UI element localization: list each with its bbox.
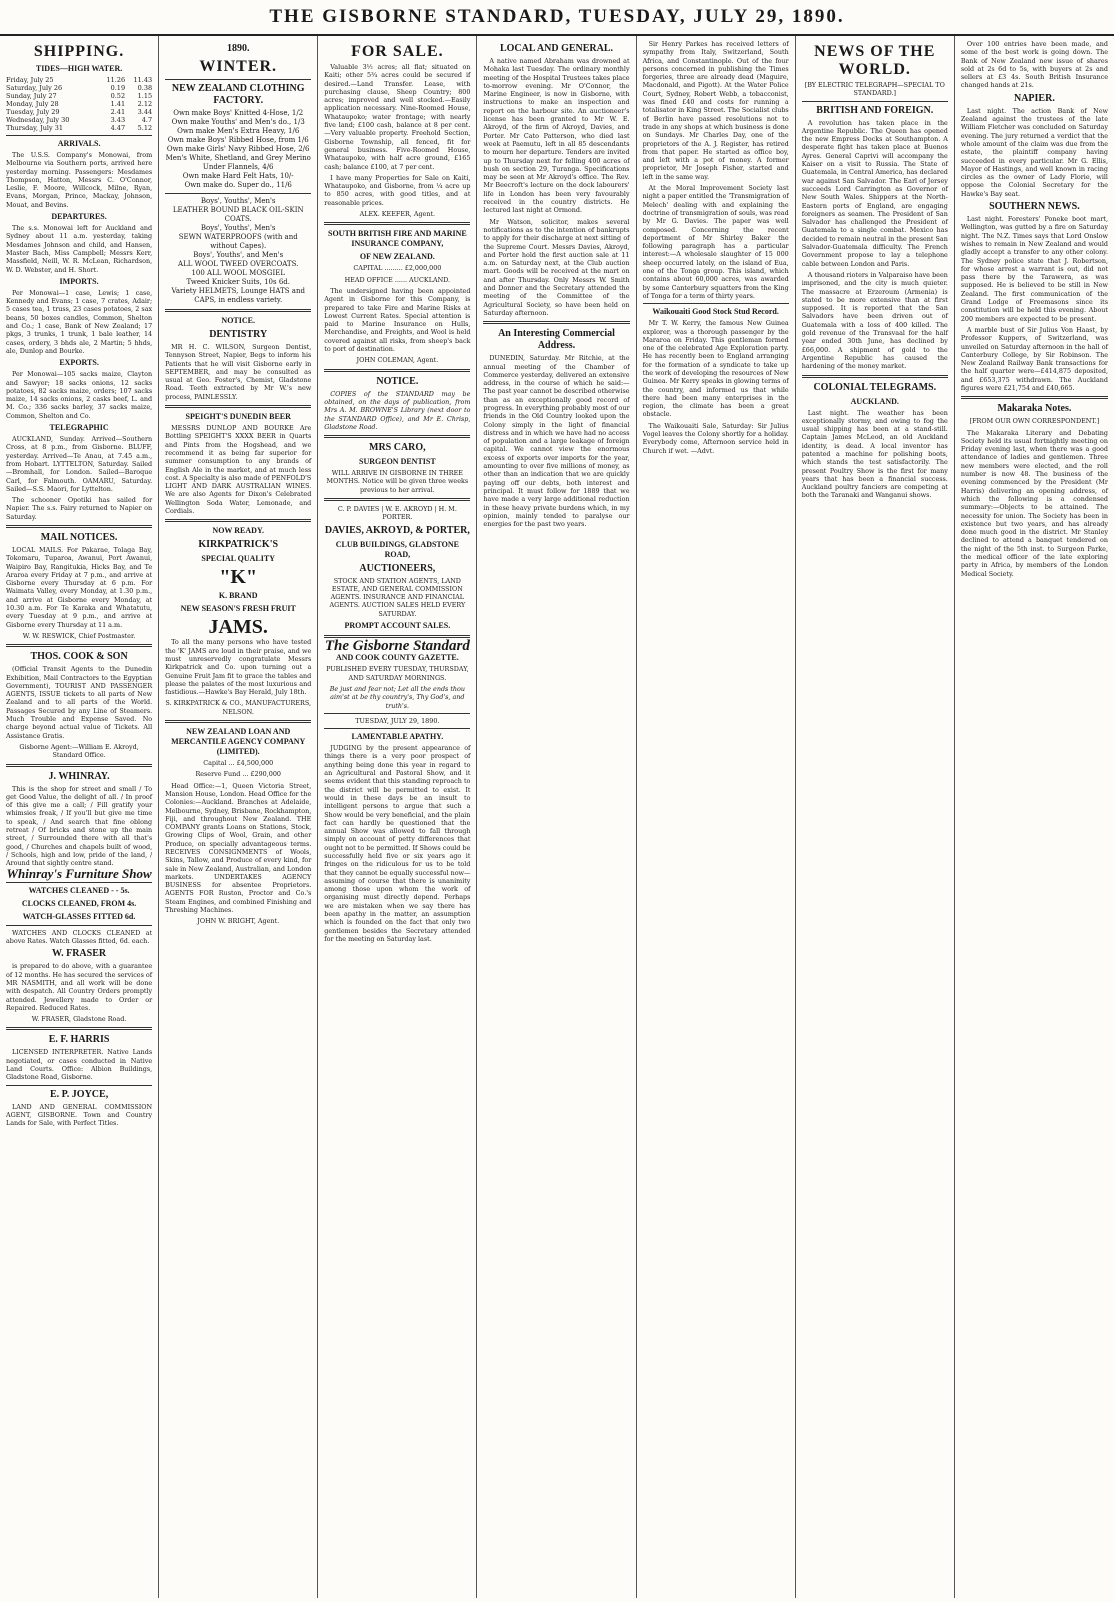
telegraphic-text: AUCKLAND, Sunday. Arrived—Southern Cross, at 8 p.m., from Gisborne. BLUFF, yesterday. Arrived—Te Anau, at 7.45 a.m., from Hobart. LYTTELTON, Saturday. Sailed—Bromhall, for London. Sailed—Baroque Carl, for Falmouth. OAMARU, Saturday. Sailed—S.S. Maori, for Lyttelton. [6, 435, 153, 493]
tide-am: 4.47 [110, 124, 126, 132]
column-4 [477, 36, 636, 1598]
mail-heading: MAIL NOTICES. [40, 531, 118, 543]
boots-line: Boys', Youths', Men's [200, 197, 276, 205]
whinray-furniture: Whinray's Furniture Show [6, 866, 152, 882]
boots-line: 100 ALL WOOL MOSGIEL [191, 269, 285, 277]
joyce-text: LAND AND GENERAL COMMISSION AGENT, GISBORNE. Town and Country Lands for Sale, with Perfect Titles. [6, 1102, 153, 1128]
tide-pm: 2.12 [137, 100, 153, 108]
davies-sub: CLUB BUILDINGS, GLADSTONE ROAD, [335, 539, 459, 559]
colonial-heading: COLONIAL TELEGRAMS. [813, 381, 937, 393]
makaraka-text: The Makaraka Literary and Debating Society held its usual fortnightly meeting on Friday evening last, when there was a good attendance of ladies and gentlemen. Three new members were elected, and the roll number is now 48. The business of the evening commenced by the President (Mr Harris) delivering an opening address, of which the following is a condensed summary:—Objects to be attained. The necessity for union. The Society has been in existence but two years, and has already done much good in the district. Mr Stanley declined to attend a banquet tendered on the night of the 5th inst. to Surgeon Parke, the medical officer of the late exploring party in Africa, by members of the London Medical Society. [960, 428, 1108, 578]
makaraka-sub: [FROM OUR OWN CORRESPONDENT.] [969, 417, 1100, 426]
columns [0, 36, 1114, 1598]
kirkpatrick-heading: KIRKPATRICK'S [198, 539, 279, 551]
tide-pm: 11.43 [133, 76, 153, 84]
address-heading: An Interesting Commercial Address. [498, 328, 615, 352]
cook-heading: THOS. COOK & SON [30, 651, 128, 663]
fire-office: HEAD OFFICE ...... AUCKLAND. [344, 275, 451, 284]
tide-day: Thursday, July 31 [6, 124, 64, 132]
tide-pm: 0.38 [137, 84, 153, 92]
column-3 [318, 36, 477, 1598]
column-6 [796, 36, 955, 1598]
tide-am: 2.41 [110, 108, 126, 116]
boots-line: ALL WOOL TWEED OVERCOATS. [178, 260, 299, 268]
dentistry-heading: DENTISTRY [209, 329, 268, 340]
boots-line: Variety HELMETS, Lounge HATS and CAPS, in endless variety. [171, 287, 305, 304]
whinray-heading: J. WHINRAY. [48, 770, 110, 782]
paper-sub: AND COOK COUNTY GAZETTE. [335, 653, 459, 663]
tide-pm: 3.44 [137, 108, 153, 116]
exports-text: Per Monowai—105 sacks maize, Clayton and Sawyer; 18 sacks onions, 12 sacks potatoes, 82 sacks maize, orders; 107 sacks maize, 14 sacks onions, 2 casks beef, L. and M. Co.; 336 sacks barley, 37 sacks maize, Common, Shelton and Co. [6, 370, 153, 420]
editorial-text: JUDGING by the present appearance of things there is a very poor prospect of anything being done this year in regard to an Agricultural and Pastoral Show, and it seems evident that this standing reproach to the district will be permitted to exist. It would in these days be an insult to intelligent persons to argue that such a Show would be very beneficial, and the plain fact can hardly be questioned that the annual Show was allowed to fall through simply on account of petty differences that ought not to be permitted. If Shows could be successfully held five or six years ago it fringes on the ridiculous for us to be told that they cannot be equally successful now—assuming of course that there is unanimity among those upon whom the work of organising must directly depend. Perhaps we are mistaken when we say there has been apathy in the matter, an assumption which is founded on the fact that only two gentlemen besides the Secretary attended for the meeting on Saturday last. [324, 744, 471, 943]
tide-day: Saturday, July 26 [6, 84, 63, 92]
tide-row [6, 84, 152, 92]
tide-pm: 1.15 [137, 92, 153, 100]
sale-heading: FOR SALE. [351, 43, 444, 60]
harris-text: LICENSED INTERPRETER. Native Lands negotiated, or cases conducted in Native Land Courts. Office: Albion Buildings, Gladstone Road, Gisborne. [6, 1048, 153, 1082]
mail-text: LOCAL MAILS. For Pakarae, Tolaga Bay, Tokomaru, Tuparoa, Awanui, Port Awanui, Waipiro Bay, Rangitukia, Hicks Bay, and Te Araroa every Friday at 7 p.m., and arrive at Gisborne every Thursday at 6 p.m. For Waimata Valley, every Monday, at 1.30 p.m., and arrive at Gisborne every Monday, at 10.30 a.m. For Te Karaka and Whatatutu, every Tuesday at 9 p.m., and arrive at Gisborne every Thursday at 11 a.m. [6, 545, 153, 629]
boots-list [165, 197, 311, 305]
watches-line-2: CLOCKS CLEANED, FROM 4s. [21, 898, 137, 908]
now-ready: NOW READY. [212, 526, 264, 536]
column-2 [159, 36, 318, 1598]
news-heading: NEWS OF THE WORLD. [814, 43, 936, 78]
telegraphic-heading: TELEGRAPHIC [49, 423, 109, 433]
mail-signature: W. W. RESWICK, Chief Postmaster. [22, 631, 136, 640]
kirkpatrick-new: NEW SEASON'S FRESH FRUIT [180, 604, 296, 614]
year: 1890. [226, 43, 250, 54]
caro-heading: MRS CARO, [369, 442, 426, 454]
sale-signature: ALEX. KEEFER, Agent. [359, 210, 436, 219]
column-5 [637, 36, 796, 1598]
notice2-heading: NOTICE. [376, 375, 419, 387]
local-heading: LOCAL AND GENERAL. [499, 43, 614, 54]
davies-text: STOCK AND STATION AGENTS, LAND ESTATE, AND GENERAL COMMISSION AGENTS. INSURANCE AND FINANCIAL AGENTS. AUCTION SALES HELD EVERY SATURDAY. [329, 576, 466, 618]
editorial-heading: LAMENTABLE APATHY. [351, 732, 444, 742]
watches-line-1: WATCHES CLEANED - - 5s. [28, 885, 130, 895]
tide-day: Monday, July 28 [6, 100, 59, 108]
kirkpatrick-signature: S. KIRKPATRICK & CO., MANUFACTURERS, NELSON. [165, 699, 311, 716]
fire-heading: SOUTH BRITISH FIRE AND MARINE INSURANCE COMPANY, [328, 229, 467, 249]
british-heading: BRITISH AND FOREIGN. [816, 104, 934, 116]
kirkpatrick-brand: K. BRAND [218, 591, 258, 601]
tide-am: 1.41 [110, 100, 126, 108]
cook-text: (Official Transit Agents to the Dunedin Exhibition, Mail Contractors to the Egyptian Government), TOURIST AND PASSENGER AGENTS, ISSUE tickets to all parts of New Zealand and to all parts of the World. Passages Secured by any Line of Steamers. Much Trouble and Expense Saved. No charge beyond actual value of Tickets. All Assistance Gratis. [6, 665, 153, 740]
imports-heading: IMPORTS. [59, 276, 99, 286]
jams-heading: JAMS. [208, 616, 268, 639]
sale-more: I have many Properties for Sale on Kaiti, Whataupoko, and Gisborne, from ¼ acre up to 850 acres, with good titles, and at reasonable prices. [324, 173, 471, 207]
notice2-text: COPIES of the STANDARD may be obtained, on the days of publication, from Mrs A. M. BROWNE'S Library (next door to the STANDARD Office), and Mr E. Chrisp, Gladstone Road. [324, 389, 471, 431]
factory-line: Own make Girls' Navy Ribbed Hose, 2/6 [166, 145, 310, 153]
auckland-heading: AUCKLAND. [850, 396, 899, 406]
tide-pm: 4.7 [141, 116, 153, 124]
tide-day: Sunday, July 27 [6, 92, 57, 100]
factory-line: Own make Youths' and Men's do., 1/3 [171, 118, 305, 126]
british-more: A thousand rioters in Valparaiso have been imprisoned, and the city is much quieter. The massacre at Erzeroum (Armenia) is stated to be more extensive than at first supposed. It is reported that the San Salvadors have been driven out of Guatemala with a loss of 400 killed. The gold revenue of the Transvaal for the half year ended 30th June, has declined by £66,000. A shipment of gold to the Argentine Republic has caused the hardening of the money market. [801, 270, 948, 371]
southern-more: A marble bust of Sir Julius Von Haast, by Professor Kuppers, of Switzerland, was unveiled on Saturday afternoon in the hall of Canterbury College, by Sir Robinson. The New Zealand Railway Bank transactions for the half quarter were—£414,875 deposited, and £653,375 withdrawn. The Auckland figures were £21,754 and £40,665. [960, 325, 1108, 392]
speight-text: MESSRS DUNLOP AND BOURKE Are Bottling SPEIGHT'S XXXX BEER in Quarts and Pints from the Hogshead, and we recommend it as being far superior for summer consumption to any brands of English Ale in the market, and at much less cost. A Specialty is also made of PENFOLD'S LIGHT AND DARK AUSTRALIAN WINES. We are also Agents for Dixon's Celebrated Wellington Soda Water, Lemonade, and Cordials. [165, 424, 312, 516]
boots-line: Boys', Youths', Men's [200, 224, 276, 232]
loan-capital: Capital ... £4,500,000 [203, 759, 274, 768]
tide-row [6, 100, 152, 108]
fraser-heading: W. FRASER [52, 948, 107, 960]
fraser-text: is prepared to do above, with a guarantee of 12 months. He has secured the services of MR NASMITH, and all work will be done with despatch. All Country Orders promptly attended. Jewellery made to Order or Repaired. Reduced Rates. [6, 962, 153, 1012]
paper-date: TUESDAY, JULY 29, 1890. [355, 716, 440, 725]
caro-sub: SURGEON DENTIST [359, 457, 436, 467]
shipping-heading: SHIPPING. [33, 43, 125, 60]
factory-line: Own make do. Super do., 11/6 [184, 181, 292, 189]
fire-sub: OF NEW ZEALAND. [359, 252, 435, 262]
tide-row [6, 124, 152, 132]
arrivals-text: The U.S.S. Company's Monowai, from Melbourne via Southern ports, arrived here yesterday morning. Passengers: Mesdames Thompson, Hatton, Messrs C. O'Connor, Leslie, F. Moore, Willcock, Milne, Ryan, Evans, Morgan, Prince, Mackay, Johnson, Mouat, and Bevins. [6, 151, 153, 209]
southern-heading: SOUTHERN NEWS. [989, 201, 1080, 213]
napier-heading: NAPIER. [1013, 92, 1055, 104]
makaraka-heading: Makaraka Notes. [997, 403, 1072, 415]
fraser-signature: W. FRASER, Gladstone Road. [31, 1015, 127, 1024]
local-more: Mr Watson, solicitor, makes several notifications as to the intention of bankrupts to apply for their discharge at next sitting of the Supreme Court. Messrs Davies, Akroyd, and Porter hold the first auction sale at 11 a.m. on Saturday next, at the Club auction mart. Goods will be received at the mart on and after Thursday. Only Messrs W. Smith and Donner and the Secretary attended the meeting of the Committee of the Agricultural Society, so have been held on Saturday afternoon. [483, 217, 630, 317]
kirkpatrick-k: "K" [219, 566, 258, 589]
loan-reserve: Reserve Fund ... £290,000 [195, 770, 281, 779]
speight-heading: SPEIGHT'S DUNEDIN BEER [185, 412, 291, 422]
fire-text: The undersigned having been appointed Agent in Gisborne for this Company, is prepared to take Fire and Marine Risks at Lowest Current Rates. Special attention is paid to Marine Insurance on Hulls, Merchandise, and Freights, and Wool is held covered against all risks, from sheep's back to port of destination. [324, 286, 471, 354]
top-text: Over 100 entries have been made, and some of the best work is going down. The Bank of New Zealand new issue of shares sold at 2s 6d to 5s, with buyers at 2s and sellers at £3 4s. South British Insurance changed hands at 21s. [960, 40, 1108, 90]
tide-day: Tuesday, July 29 [6, 108, 60, 116]
tide-am: 3.43 [110, 116, 126, 124]
jams-text: To all the many persons who have tested the 'K' JAMS are loud in their praise, and we must unreservedly congratulate Messrs Kirkpatrick and Co. upon turning out a Genuine Fruit Jam fit to grace the tables and please the palates of the most luxurious and fastidious.—Hawke's Bay Herald, July 18th. [165, 638, 312, 697]
factory-line: Men's White, Shetland, and Grey Merino Under Flannels, 4/6 [165, 154, 311, 171]
tide-row [6, 108, 152, 116]
kirkpatrick-sub: SPECIAL QUALITY [201, 554, 275, 564]
column-1 [0, 36, 159, 1598]
loan-signature: JOHN W. BRIGHT, Agent. [197, 917, 280, 926]
column-7 [955, 36, 1114, 1598]
local-text: A native named Abraham was drowned at Mohaka last Tuesday. The ordinary monthly meeting of the Hospital Trustees takes place to-morrow evening. Mr O'Connor, the Marine Engineer, is now in Gisborne, with instructions to make an inspection and report on the harbour site. An auctioneer's license has been granted to Mr W. E. Akroyd, of the firm of Akroyd, Davies, and Porter. Mr Cato Patterson, who died last week at Paemutu, left in all 85 descendants to mourn her departure. Tenders are invited up to Thursday next for felling 400 acres of bush on section 29, Turanga. Specifications may be seen at Mr Akroyd's office. The Rev. Mr Beecroft's lecture on the dock labourers' life in London has been very favourably received in the country districts. He lectured last night at Ormond. [483, 57, 630, 215]
season: WINTER. [199, 58, 278, 75]
tide-row [6, 116, 152, 124]
davies-names: C. P. DAVIES | W. E. AKROYD | H. M. PORTER. [337, 504, 457, 522]
literary-more: At the Moral Improvement Society last night a paper entitled the 'Transmigration of Melech' dealing with and explaining the doctrine of transmigration of souls, was read by Mr G. Davies. The paper was well composed. Concerning the recent deportment of Mr Shirley Baker the following paragraph has a particular interest:—A wholesale slaughter of 15 000 sheep occurred lately, on the island of Eua, one of the Tonga group. This island, which contains about 60,000 acres, was awarded by some Canterbury squatters from the King of Tonga for a term of thirty years. [642, 184, 789, 300]
tide-row [6, 76, 152, 84]
paper-pub: PUBLISHED EVERY TUESDAY, THURSDAY, AND SATURDAY MORNINGS. [326, 665, 469, 682]
joyce-heading: E. P. JOYCE, [49, 1088, 109, 1100]
masthead [0, 0, 1114, 36]
british-text: A revolution has taken place in the Argentine Republic. The Queen has opened the new Empress Docks at Southampton. A desperate fight has taken place at Buenos Ayres. General Caprivi will accompany the Kaiser on a visit to Russia. The State of Guatemala, in Central America, has declared war against San Salvador. The Earl of Jersey succeeds Lord Carrington as Governor of New South Wales. Shippers at the North-Eastern ports of England, are engaging foreigners as seamen. The President of San Salvador has challenged the President of Guatemala to a single combat. Mexico has decided to remain neutral in the present San Salvador-Guatemala difficulty. The French Government propose to lay a telephone cable between London and Paris. [801, 118, 948, 268]
stud-heading: Waikouaiti Good Stock Stud Record. [652, 307, 779, 317]
departures-text: The s.s. Monowai left for Auckland and Sydney about 11 a.m. yesterday, taking Mesdames Johnson and child, and Hansen, Master Bach, Miss Campbell; Messrs Kerr, Massfield, Neill, W. R. McLean, Richardson, W. D. Webster, and H. Short. [6, 224, 153, 274]
factory-heading: NEW ZEALAND CLOTHING FACTORY. [171, 83, 305, 106]
southern-text: Last night. Foresters' Poneke boot mart, Wellington, was gutted by a fire on Saturday night. The N.Z. Times says that Lord Onslow wishes to remain in New Zealand and would gladly accept a transfer to any other colony. The Sydney police state that J. Robertson, for whose arrest a warrant is out, did not pass there by the Tarawera, as was supposed. He is believed to be still in New Zealand. The first communication of the Grand Lodge of Freemasons since its constitution will be held this evening. About 200 members are expected to be present. [960, 215, 1108, 323]
fire-signature: JOHN COLEMAN, Agent. [356, 356, 439, 365]
exports-heading: EXPORTS. [59, 358, 99, 368]
auckland-text: Last night. The weather has been exceptionally stormy, and owing to fog the usual shipping has been at a stand-still. Captain James McLeod, an old Auckland identity, is dead. A local inventor has patented a machine for polishing boots, which stands the test satisfactorily. The present Poultry Show is the first for many years that has been a financial success. Auckland poultry fanciers are competing at both the Taranaki and Wanganui shows. [801, 408, 948, 500]
factory-line: Own make Men's Extra Heavy, 1/6 [177, 127, 300, 135]
loan-text: Head Office:—1, Queen Victoria Street, Mansion House, London. Head Office for the Colonies:—Auckland. Branches at Adelaide, Melbourne, Sydney, Brisbane, Rockhampton, Fiji, and throughout New Zealand. THE COMPANY grants Loans on Stations, Stock, Growing Clips of Wool, Grain, and other Produce, on specially advantageous terms. RECEIVES CONSIGNMENTS of Wools, Skins, Tallow, and Produce of every kind, for sale in New Zealand, Australian, and London markets. UNDERTAKES AGENCY BUSINESS for absentee Proprietors. AGENTS FOR Ruston, Proctor and Co.'s Steam Engines, and combined Finishing and Threshing Machines. [165, 781, 312, 915]
boots-line: Tweed Knicker Suits, 10s 6d. [186, 278, 290, 286]
departures-heading: DEPARTURES. [51, 212, 107, 222]
boots-line: LEATHER BOUND BLACK OIL-SKIN COATS. [172, 206, 304, 223]
factory-list [165, 109, 311, 190]
paper-name: The Gisborne Standard [324, 638, 470, 655]
napier-text: Last night. The action Bank of New Zealand against the trustees of the late William Fletcher was concluded on Saturday evening. The jury returned a verdict that the whole amount of the claim was due from the estate, the plaintiff company having succeeded in every particular. Mr G. Ellis, Mayor of Hastings, and well known in racing circles as the owner of Lady Florie, will oppose the Colonial Secretary for the Hawke's Bay seat. [960, 106, 1108, 198]
masthead-title: THE GISBORNE STANDARD, TUESDAY, JULY 29, 1890. [269, 6, 845, 27]
tide-am: 11.26 [106, 76, 126, 84]
news-sub: [BY ELECTRIC TELEGRAPH—SPECIAL TO STANDARD.] [804, 81, 945, 98]
literary-text: Sir Henry Parkes has received letters of sympathy from Italy, Switzerland, South Africa, and Constantinople. Out of the four persons concerned in publishing the Times forgeries, three are already dead (Maguire, Macdonald, and Pigott). At the Water Police Court, Sydney, Robert Webb, a tobacconist, was fined £40 and costs for running a totalisator in King Street. The Socialist clubs of Berlin have passed resolutions not to trade in any shops at which business is done on Sundays. Mr Charles Day, one of the proprietors of the A. J. Register, has retired from that paper. He started as office boy, and left with a pot of money. A former proprietor, Mr Joseph Fisher, started and left in the same way. [642, 40, 789, 181]
harris-heading: E. F. HARRIS [48, 1034, 110, 1046]
factory-line: Own make Boys' Knitted 4-Hose, 1/2 [173, 109, 304, 117]
factory-line: Own make Boys' Ribbed Hose, from 1/6 [167, 136, 309, 144]
caro-text: WILL ARRIVE IN GISBORNE IN THREE MONTHS. Notice will be given three weeks previous to her arrival. [326, 469, 469, 494]
paper-motto: Be just and fear not; Let all the ends thou aim'st at be thy country's, Thy God's, and truth's. [329, 684, 465, 710]
davies-heading: DAVIES, AKROYD, & PORTER, [324, 524, 470, 536]
dentist-text: MR H. C. WILSON, Surgeon Dentist, Tennyson Street, Napier, Begs to inform his Patients that he will visit Gisborne early in SEPTEMBER, and may be consulted as usual at Geo. Foster's, Chemist, Gladstone Road. Teeth extracted by Mr W.'s new process, PAINLESSLY. [165, 343, 312, 401]
fraser-intro: WATCHES AND CLOCKS CLEANED at above Rates. Watch Glasses fitted, 6d. each. [6, 928, 153, 946]
fire-capital: CAPITAL ......... £2,000,000 [353, 264, 442, 273]
davies-prompt: PROMPT ACCOUNT SALES. [344, 621, 451, 631]
tides-heading: TIDES—HIGH WATER. [35, 64, 123, 73]
arrivals-heading: ARRIVALS. [57, 139, 101, 148]
tide-row [6, 92, 152, 100]
watches-line-3: WATCH-GLASSES FITTED 6d. [22, 911, 136, 921]
loan-heading: NEW ZEALAND LOAN AND MERCANTILE AGENCY COMPANY (LIMITED). [171, 727, 306, 757]
cook-signature: Gisborne Agent:—William E. Akroyd, Standard Office. [19, 742, 139, 760]
tide-pm: 5.12 [137, 124, 153, 132]
tide-am: 0.52 [110, 92, 126, 100]
whinray-poem: This is the shop for street and small / To get Good Value, the delight of all. / In proof of this give me a call; / Fill gratify your whimsies freak, / If you'll but give me time to speak, / And search that fine oblong retreat / Of bricks and stone up the main street, / Surrounded there with all that's good, / Churches and chapels built of wood, / Schools, high and low, pride of the land, / Around that sightly centre stand. [6, 784, 153, 868]
stud-more: The Waikouaiti Sale, Saturday: Sir Julius Vogel leaves the Colony shortly for a holiday. Everybody come, Afternoon service held in Church if wet. —Advt. [642, 421, 789, 455]
tide-day: Wednesday, July 30 [6, 116, 70, 124]
notice-heading: NOTICE. [221, 316, 255, 325]
shipping-note: The schooner Opotiki has sailed for Napier. The s.s. Fairy returned to Napier on Saturday. [6, 496, 153, 521]
factory-line: Own make Hard Felt Hats, 10/- [182, 172, 294, 180]
imports-text: Per Monowai—1 case, Lewis; 1 case, Kennedy and Evans; 1 case, 7 crates, Adair; 5 cases tea, 1 truss, 23 cases potatoes, 2 sax beans, 50 boxes candles, Common, Shelton and Co.; 1 case, Bank of New Zealand; 17 pkgs, 3 trunks, 1 trunk, 1 bale leather, 14 cases, ordery, 3 bhds ale, 2 Martin; 5 hhds, ale, Dunlop and Bourke. [6, 288, 153, 355]
auctioneers: AUCTIONEERS, [359, 562, 436, 574]
sale-text: Valuable 3½ acres; all flat; situated on Kaiti; other 5¾ acres could be secured if desired.—Land Transfer. Lease, with purchasing clause, Sheep Country; 800 acres; improved and well stocked.—Easily application necessary. Nine-Roomed House, Whataupoko; water frontage; with nearly five land; £100 cash, balance at 8 per cent.—Very valuable property. Freehold Section, Gisborne Township, all fenced, fit for general business. Five-Roomed House, Whataupoko, with half acre ground, £165 cash; balance £100, at 7 per cent. [324, 63, 471, 171]
stud-text: Mr T. W. Kerry, the famous New Guinea explorer, was a thorough passenger by the Mararoa on Friday. This gentleman formed one of the celebrated Age Exploration party. He has recently been to England arranging for the formation of a syndicate to take up the work of developing the resources of New Guinea. Mr Kerry speaks in glowing terms of the country, and informed us that while there had been many enterprises in the region, the climate has been a great obstacle. [642, 319, 789, 419]
boots-line: Boys', Youths', and Men's [193, 251, 284, 259]
boots-line: SEWN WATERPROOFS (with and without Capes). [178, 233, 298, 250]
address-text: DUNEDIN, Saturday. Mr Ritchie, at the annual meeting of the Chamber of Commerce yesterday, delivered an extensive address, in the course of which he said:—The past year cannot be described otherwise than as an exceptionally good record of progress. In everything probably most of our friends in the Old Country looked upon the Colony simply in the light of financial distress and in which we have had no access of population and a large leakage of foreign capital. We cannot view the enormous excess of exports over imports for the year, amounting to over five millions of money, as other than an indication that we are quickly paying off our debts, both interest and principal. It must follow for 1889 that we have made a very large additional reduction in these heavy private burdens which, in my opinion, mainly tended to paralyse our energies for the past two years. [483, 354, 630, 529]
tides-table [6, 76, 152, 132]
tide-am: 0.19 [110, 84, 126, 92]
tide-day: Friday, July 25 [6, 76, 54, 84]
